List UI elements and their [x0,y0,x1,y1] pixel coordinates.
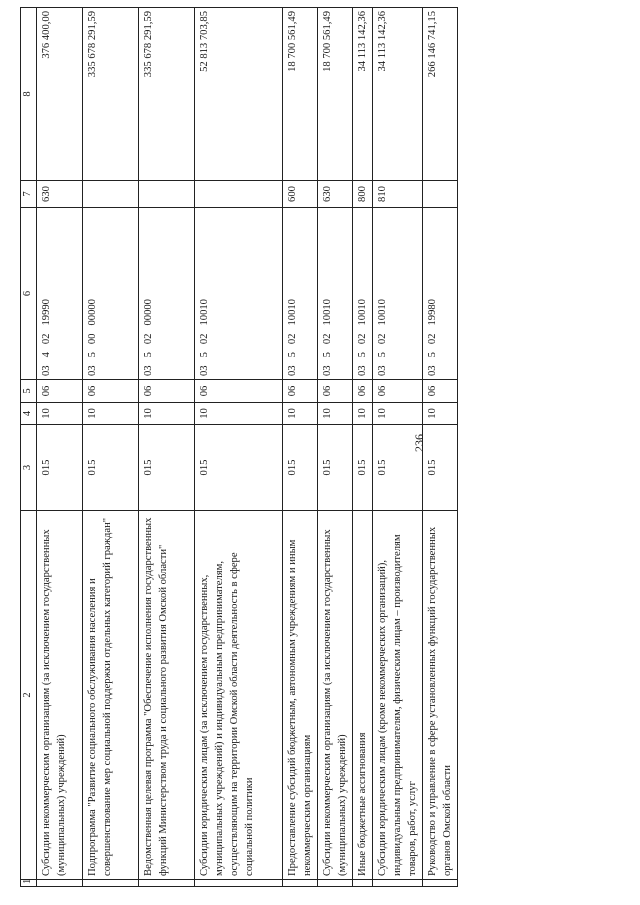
header-col-5: 5 [21,380,37,403]
target-code-part: 4 [40,352,52,358]
amount-cell: 18 700 561,49 [317,8,352,181]
header-col-6: 6 [21,208,37,380]
admin-code-cell: 015 [138,425,194,511]
section-code-cell: 10 [423,403,458,425]
target-code-part: 03 [40,365,52,376]
table-row [423,8,458,887]
target-article-code-cell [194,208,282,380]
target-code-part: 03 [198,365,210,376]
target-code-part: 02 [377,333,389,345]
table-row [317,8,352,887]
header-col-3: 3 [21,425,37,511]
row-marker-cell [423,880,458,887]
expense-name-cell: Субсидии юридическим лицам (кроме некоммерческих организаций), индивидуальным предпринимателям, физическим лицам – производителям товаров, работ, услуг [373,511,423,880]
admin-code-cell: 015 [194,425,282,511]
target-article-code-cell [353,208,373,380]
table-row [82,8,138,887]
row-marker-cell [373,880,423,887]
section-code-cell: 10 [353,403,373,425]
target-article-code-cell [82,208,138,380]
expense-type-cell [82,181,138,208]
target-code-part: 02 [427,333,439,345]
target-code-part: 03 [427,365,439,376]
amount-cell: 335 678 291,59 [82,8,138,181]
target-code-part: 10010 [198,299,210,326]
subsection-code-cell: 06 [194,380,282,403]
page-number: 236 [412,434,426,452]
section-code-cell: 10 [282,403,317,425]
amount-cell: 52 813 703,85 [194,8,282,181]
target-article-code-cell [138,208,194,380]
row-marker-cell [138,880,194,887]
admin-code-cell: 015 [282,425,317,511]
target-code-part: 03 [142,365,154,376]
target-code-part: 03 [286,365,298,376]
admin-code-cell: 015 [353,425,373,511]
row-marker-cell [194,880,282,887]
expense-type-cell [138,181,194,208]
target-article-code-cell [282,208,317,380]
target-code-part: 02 [357,333,369,345]
expense-type-cell [194,181,282,208]
header-col-4: 4 [21,403,37,425]
target-code-part: 02 [198,333,210,345]
row-marker-cell [282,880,317,887]
section-code-cell: 10 [317,403,352,425]
table-row [282,8,317,887]
target-code-part: 02 [321,333,333,345]
target-article-code-cell [373,208,423,380]
target-code-part: 5 [286,352,298,358]
target-code-part: 5 [142,352,154,358]
target-code-part: 00 [86,333,98,345]
target-code-part: 03 [377,365,389,376]
target-code-part: 5 [198,352,210,358]
expense-name-cell: Ведомственная целевая программа "Обеспечение исполнения государственных функций Министерством труда и социального развития Омской области" [138,511,194,880]
expense-name-cell: Руководство и управление в сфере установленных функций государственных органов Омской области [423,511,458,880]
admin-code-cell: 015 [82,425,138,511]
expense-name-cell: Субсидии юридическим лицам (за исключением государственных, муниципальных учреждений) и индивидуальным предпринимателям, осуществляющим на территории Омской области деятельность в сфере социальной политики [194,511,282,880]
section-code-cell: 10 [36,403,82,425]
header-col-7: 7 [21,181,37,208]
section-code-cell: 10 [82,403,138,425]
target-code-part: 10010 [286,299,298,326]
target-code-part: 00000 [142,299,154,326]
expense-type-cell: 800 [353,181,373,208]
target-code-part: 02 [40,333,52,345]
row-marker-cell [36,880,82,887]
admin-code-cell: 015 [36,425,82,511]
row-marker-cell [353,880,373,887]
expense-type-cell [423,181,458,208]
admin-code-cell: 015 [317,425,352,511]
target-code-part: 5 [357,352,369,358]
row-marker-cell [82,880,138,887]
target-code-part: 10010 [377,299,389,326]
header-col-1: 1 [21,880,37,887]
table-row [194,8,282,887]
target-code-part: 10010 [321,299,333,326]
subsection-code-cell: 06 [423,380,458,403]
header-col-8: 8 [21,8,37,181]
expense-type-cell: 810 [373,181,423,208]
table-row [138,8,194,887]
amount-cell: 18 700 561,49 [282,8,317,181]
target-code-part: 00000 [86,299,98,326]
target-article-code-cell [423,208,458,380]
target-code-part: 03 [86,365,98,376]
expense-type-cell: 630 [317,181,352,208]
table-row [373,8,423,887]
table-row [353,8,373,887]
subsection-code-cell: 06 [373,380,423,403]
amount-cell: 34 113 142,36 [353,8,373,181]
target-code-part: 5 [427,352,439,358]
row-marker-cell [317,880,352,887]
target-article-code-cell [36,208,82,380]
section-code-cell: 10 [194,403,282,425]
target-code-part: 19990 [40,299,52,326]
target-code-part: 03 [321,365,333,376]
expense-name-cell: Иные бюджетные ассигнования [353,511,373,880]
target-code-part: 5 [86,352,98,358]
budget-table [20,7,458,887]
subsection-code-cell: 06 [82,380,138,403]
amount-cell: 34 113 142,36 [373,8,423,181]
amount-cell: 335 678 291,59 [138,8,194,181]
target-code-part: 19980 [427,299,439,326]
target-code-part: 5 [377,352,389,358]
table-row [36,8,82,887]
amount-cell: 266 146 741,15 [423,8,458,181]
header-col-2: 2 [21,511,37,880]
subsection-code-cell: 06 [282,380,317,403]
subsection-code-cell: 06 [36,380,82,403]
target-code-part: 02 [142,333,154,345]
expense-name-cell: Подпрограмма "Развитие социального обслуживания населения и совершенствование мер социальной поддержки отдельных категорий граждан" [82,511,138,880]
target-code-part: 5 [321,352,333,358]
target-code-part: 02 [286,333,298,345]
table-header-row [21,8,37,887]
amount-cell: 376 400,00 [36,8,82,181]
section-code-cell: 10 [138,403,194,425]
target-article-code-cell [317,208,352,380]
expense-name-cell: Предоставление субсидий бюджетным, автономным учреждениям и иным некоммерческим организациям [282,511,317,880]
expense-name-cell: Субсидии некоммерческим организациям (за исключением государственных (муниципальных) учреждений) [36,511,82,880]
admin-code-cell: 015 [373,425,423,511]
subsection-code-cell: 06 [138,380,194,403]
expense-type-cell: 600 [282,181,317,208]
admin-code-cell: 015 [423,425,458,511]
section-code-cell: 10 [373,403,423,425]
target-code-part: 03 [357,365,369,376]
expense-type-cell: 630 [36,181,82,208]
expense-name-cell: Субсидии некоммерческим организациям (за исключением государственных (муниципальных) учреждений) [317,511,352,880]
target-code-part: 10010 [357,299,369,326]
subsection-code-cell: 06 [353,380,373,403]
subsection-code-cell: 06 [317,380,352,403]
